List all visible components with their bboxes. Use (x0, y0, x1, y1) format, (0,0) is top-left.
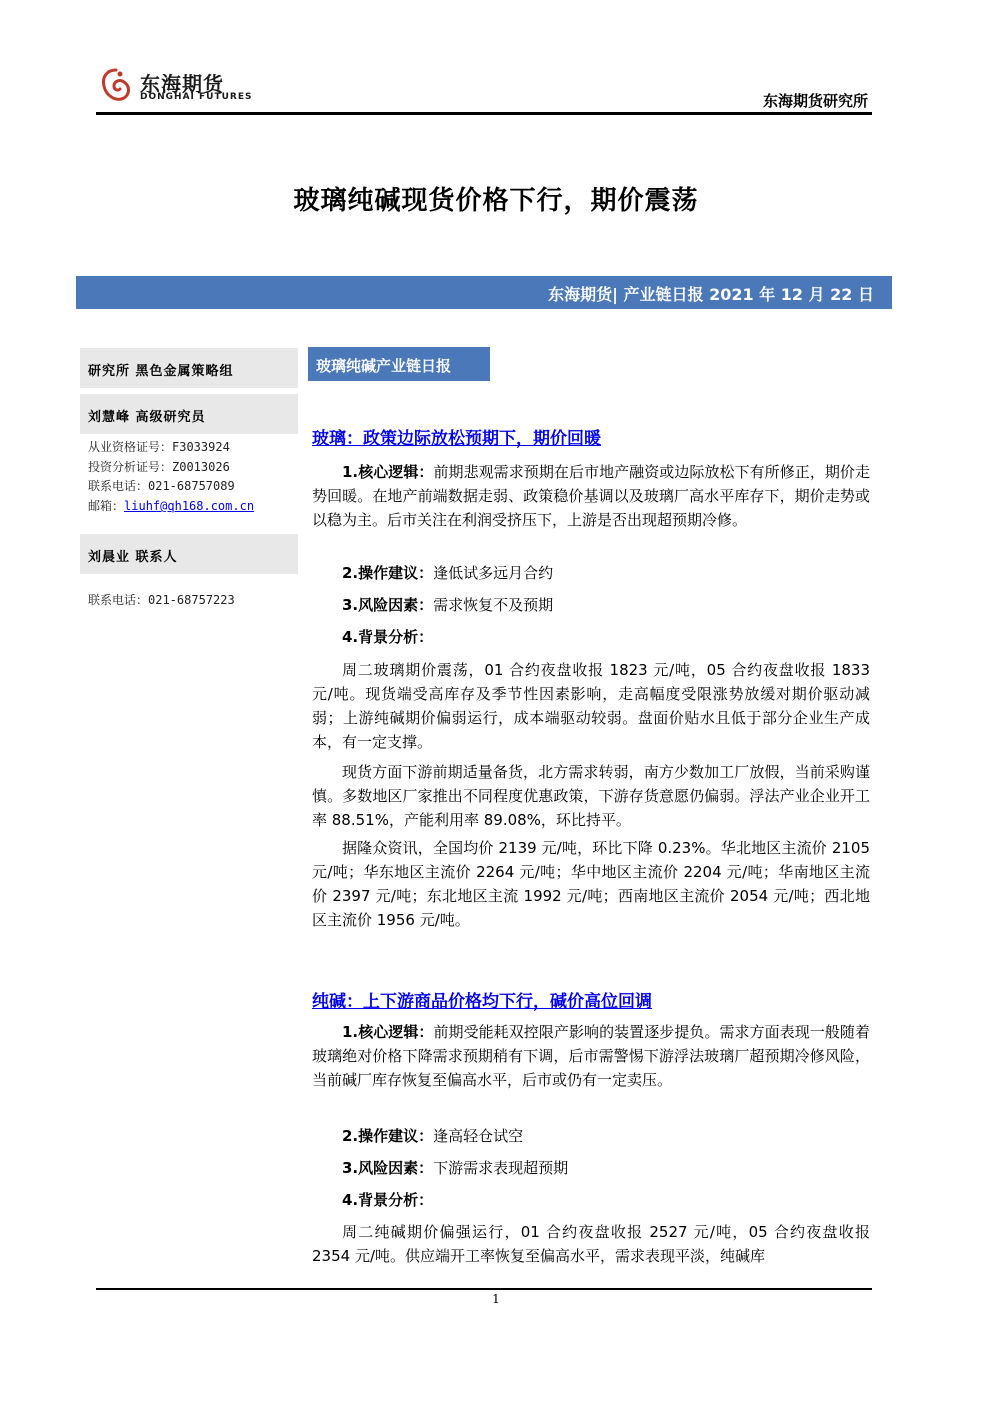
sidebar-analyst2-box (80, 534, 298, 574)
label: 3.风险因素： (342, 1159, 434, 1177)
label: 4.背景分析： (342, 628, 434, 646)
logo-icon (98, 66, 134, 106)
sidebar-group: 研究所 黑色金属策略组 (88, 364, 234, 379)
analyst2-phone: 联系电话：021-68757223 (88, 593, 235, 607)
text: 下游需求表现超预期 (433, 1159, 569, 1177)
soda-background-p1: 周二纯碱期价偏强运行，01 合约夜盘收报 2527 元/吨，05 合约夜盘收报 2354 元/吨。供应端开工率恢复至偏高水平，需求表现平淡，纯碱库 (312, 1223, 870, 1265)
section-tab-label: 玻璃纯碱产业链日报 (316, 357, 452, 375)
label: 2.操作建议： (342, 1127, 434, 1145)
sidebar-analyst1-box (80, 394, 298, 434)
logo-text: 东海期货 (140, 72, 224, 96)
section-tab (308, 347, 490, 381)
soda-heading[interactable]: 纯碱：上下游商品价格均下行，碱价高位回调 (312, 992, 652, 1012)
glass-advice (312, 561, 870, 585)
soda-core-logic (312, 1020, 870, 1092)
document-title: 玻璃纯碱现货价格下行，期价震荡 (293, 186, 699, 216)
glass-core-logic (312, 460, 870, 532)
label: 2.操作建议： (342, 564, 434, 582)
soda-background-label (312, 1188, 870, 1212)
glass-background-label (312, 625, 870, 649)
header-divider (96, 112, 872, 115)
text: 前期悲观需求预期在后市地产融资或边际放松下有所修正，期价走势回暖。在地产前端数据走弱、政策稳价基调以及玻璃厂高水平库存下，期价走势或以稳为主。后市关注在利润受挤压下，上游是否出现超预期冷修。 (312, 463, 870, 529)
label: 1.核心逻辑： (342, 1023, 434, 1041)
sidebar-analyst1: 刘慧峰 高级研究员 (88, 410, 206, 425)
page-number: 1 (492, 1292, 500, 1306)
label: 4.背景分析： (342, 1191, 434, 1209)
analyst1-phone: 联系电话：021-68757089 (88, 479, 235, 493)
glass-background-p3: 据隆众资讯，全国均价 2139 元/吨，环比下降 0.23%。华北地区主流价 2105 元/吨；华东地区主流价 2264 元/吨；华中地区主流价 2204 元/吨；华南地区主流价 2397 元/吨；东北地区主流 1992 元/吨；西南地区主流价 2054 元/吨；西北地区主流价 1956 元/吨。 (312, 839, 870, 929)
glass-background-p1: 周二玻璃期价震荡，01 合约夜盘收报 1823 元/吨，05 合约夜盘收报 1833 元/吨。现货端受高库存及季节性因素影响，走高幅度受限涨势放缓对期价驱动减弱；上游纯碱期价偏弱运行，成本端驱动较弱。盘面价贴水且低于部分企业生产成本，有一定支撑。 (312, 661, 870, 751)
footer-divider (96, 1288, 872, 1290)
label: 1.核心逻辑： (342, 463, 434, 481)
sidebar-group-box (80, 348, 298, 388)
analyst1-invest-license: 投资分析证号：Z0013026 (88, 460, 230, 474)
sidebar-analyst2: 刘晨业 联系人 (88, 550, 178, 565)
email-label: 邮箱： (88, 499, 125, 513)
analyst1-email-row (88, 497, 254, 514)
report-banner (76, 276, 892, 309)
header-label: 东海期货研究所 (762, 92, 868, 110)
banner-text: 东海期货| 产业链日报 2021 年 12 月 22 日 (548, 285, 874, 304)
soda-advice (312, 1124, 870, 1148)
label: 3.风险因素： (342, 596, 434, 614)
text: 前期受能耗双控限产影响的装置逐步提负。需求方面表现一般随着玻璃绝对价格下降需求预期稍有下调，后市需警惕下游浮法玻璃厂超预期冷修风险，当前碱厂库存恢复至偏高水平，后市或仍有一定卖压。 (312, 1023, 870, 1089)
logo-subtext: DONGHAI FUTURES (140, 92, 253, 102)
text: 逢高轻仓试空 (433, 1127, 524, 1145)
soda-risk (312, 1156, 870, 1180)
text: 逢低试多远月合约 (433, 564, 554, 582)
glass-risk (312, 593, 870, 617)
text: 需求恢复不及预期 (433, 596, 554, 614)
analyst1-license: 从业资格证号：F3033924 (88, 440, 230, 454)
glass-heading[interactable]: 玻璃：政策边际放松预期下，期价回暖 (312, 429, 601, 449)
email-link[interactable]: liuhf@qh168.com.cn (124, 499, 255, 513)
glass-background-p2: 现货方面下游前期适量备货，北方需求转弱，南方少数加工厂放假，当前采购谨慎。多数地区厂家推出不同程度优惠政策，下游存货意愿仍偏弱。浮法产业企业开工率 88.51%，产能利用率 89.08%，环比持平。 (312, 763, 870, 829)
